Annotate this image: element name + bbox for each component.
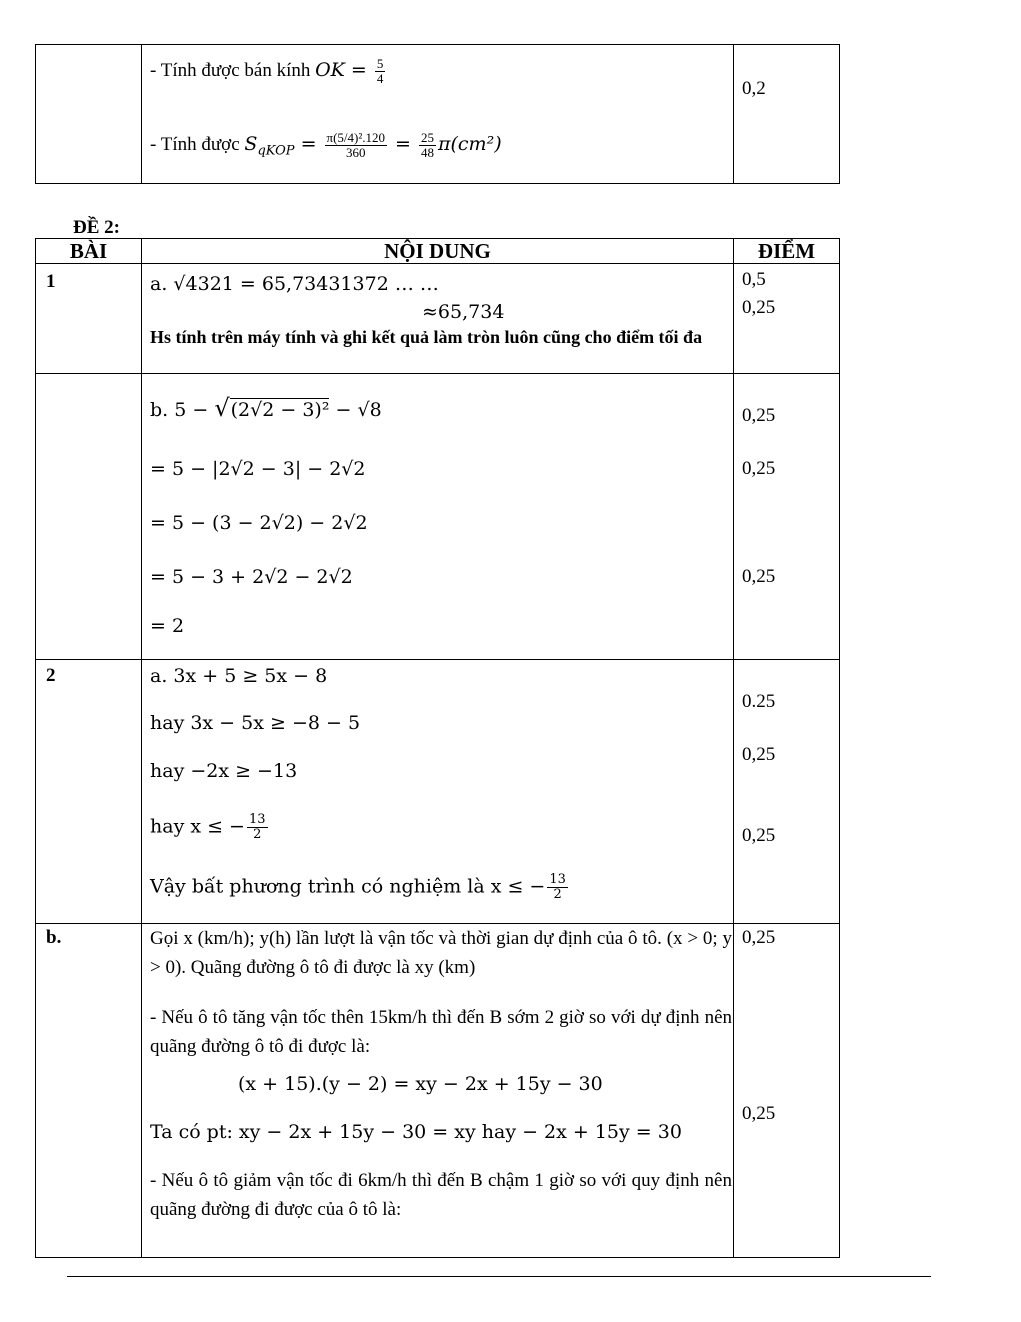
area-unit: π(cm²) (438, 132, 502, 155)
bai2-line4: hay x ≤ − $\frac{13}{2}$ (150, 812, 266, 842)
area-eq: = (294, 132, 323, 155)
bai2b-para2: - Nếu ô tô tăng vận tốc thên 15km/h thì đến B sớm 2 giờ so với dự định nên quãng đường ô tô đi được là: (150, 1007, 732, 1057)
bai1b-score (734, 374, 840, 660)
footer-rule (67, 1276, 931, 1277)
bai2b-equation: (x + 15).(y − 2) = xy − 2x + 15y − 30 (238, 1073, 603, 1095)
bai2b-label: b. (46, 927, 62, 948)
bai1b-line2: = 5 − |2√2 − 3| − 2√2 (150, 458, 366, 480)
bai2-line5: Vậy bất phương trình có nghiệm là x ≤ − $\frac{13}{2}$ (150, 872, 566, 902)
header-diem: ĐIỂM (734, 239, 840, 264)
radius-frac: $\frac{5}{4}$ (376, 56, 384, 86)
bai2-score3: 0,25 (742, 825, 776, 846)
bai2-label: 2 (46, 665, 56, 686)
top-table-content (142, 45, 734, 184)
bai2b-para3: Ta có pt: xy − 2x + 15y − 30 = xy hay − 2x + 15y = 30 (150, 1121, 682, 1143)
bai1-note: Hs tính trên máy tính và ghi kết quả làm tròn luôn cũng cho điểm tối đa (150, 327, 703, 347)
bai1-score2: 0,25 (742, 297, 776, 318)
bai1b-content (142, 374, 734, 660)
bai2b-score2: 0,25 (742, 1103, 776, 1124)
area-frac: $\frac{\text{π(5/4)².120}}{360}$ (326, 130, 386, 160)
radius-text: - Tính được bán kính (150, 59, 316, 81)
bai1b-line1: b. 5 − √(2√2 − 3)² − √8 (150, 394, 382, 422)
bai1-a-line2: ≈65,734 (422, 301, 505, 323)
section-title: ĐỀ 2: (73, 217, 120, 238)
header-bai: BÀI (36, 239, 142, 264)
bai1b-line4: = 5 − 3 + 2√2 − 2√2 (150, 566, 353, 588)
bai1-label: 1 (46, 271, 56, 292)
area-text: - Tính được (150, 133, 245, 155)
bai2b-score (734, 924, 840, 1258)
bai2-content (142, 660, 734, 924)
bai1b-line3: = 5 − (3 − 2√2) − 2√2 (150, 512, 368, 534)
bai1-a-line1: a. √4321 = 65,73431372 … … (150, 273, 439, 295)
bai2-line3: hay −2x ≥ −13 (150, 760, 298, 782)
area-frac2: $\frac{25}{48}$ (421, 130, 435, 160)
area-subscript: qKOP (257, 143, 295, 159)
answer-table (35, 238, 840, 1258)
bai1b-score2: 0,25 (742, 458, 776, 479)
bai2-line1: a. 3x + 5 ≥ 5x − 8 (150, 665, 328, 687)
bai2b-cell (36, 924, 142, 1258)
bai1b-score3: 0,25 (742, 566, 776, 587)
top-table (35, 44, 840, 184)
bai2-score1: 0.25 (742, 691, 776, 712)
bai1-score (734, 264, 840, 374)
bai1-cell (36, 264, 142, 374)
bai1b-cell (36, 374, 142, 660)
bai1-score1: 0,5 (742, 269, 766, 290)
bai2b-content (142, 924, 734, 1258)
area-eq2: = (389, 132, 418, 155)
bai1b-score1: 0,25 (742, 405, 776, 426)
radius-math: OK = (315, 58, 373, 81)
bai2-score (734, 660, 840, 924)
top-table-score (734, 45, 840, 184)
bai2-line2: hay 3x − 5x ≥ −8 − 5 (150, 712, 361, 734)
bai1b-line5: = 2 (150, 615, 185, 637)
bai2-cell (36, 660, 142, 924)
bai1-content (142, 264, 734, 374)
bai2-score2: 0,25 (742, 744, 776, 765)
bai2b-score1: 0,25 (742, 927, 776, 948)
header-noi-dung: NỘI DUNG (142, 239, 734, 264)
bai2b-para4: - Nếu ô tô giảm vận tốc đi 6km/h thì đến B chậm 1 giờ so với quy định nên quãng đường đi được của ô tô là: (150, 1170, 732, 1220)
top-table-col1 (36, 45, 142, 184)
bai2b-para1: Gọi x (km/h); y(h) lần lượt là vận tốc và thời gian dự định của ô tô. (x > 0; y > 0). Quãng đường ô tô đi được là xy (km) (150, 928, 732, 978)
area-symbol: S (244, 132, 258, 155)
score-value: 0,2 (742, 78, 766, 99)
